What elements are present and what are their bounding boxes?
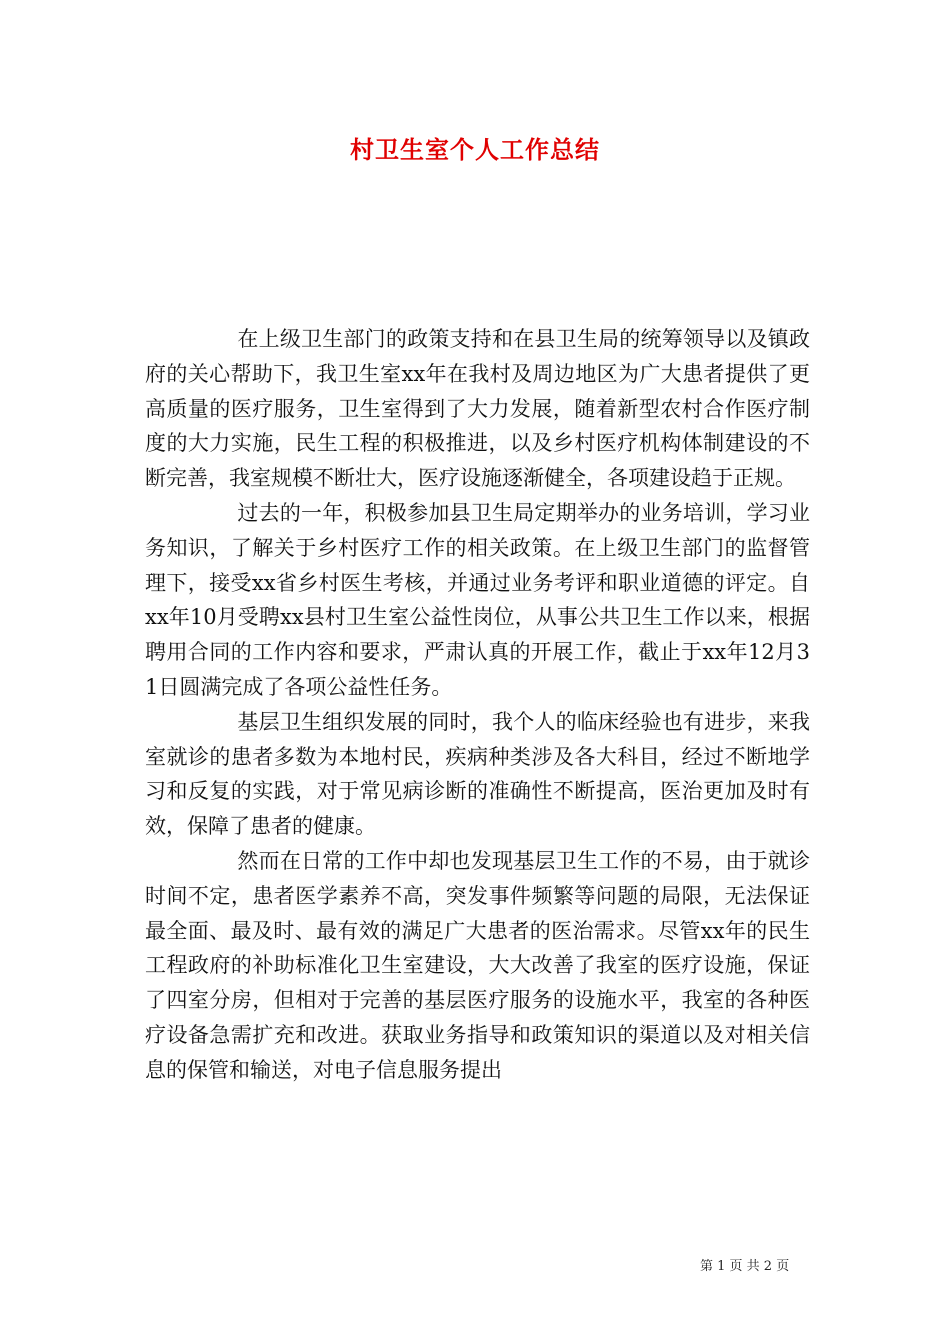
paragraph-3: 基层卫生组织发展的同时，我个人的临床经验也有进步，来我室就诊的患者多数为本地村民，疾病种类涉及各大科目，经过不断地学习和反复的实践，对于常见病诊断的准确性不断提高，医治更加及时有效，保障了患者的健康。: [145, 709, 810, 839]
document-title: 村卫生室个人工作总结: [350, 136, 600, 164]
paragraph-2: 过去的一年，积极参加县卫生局定期举办的业务培训，学习业务知识，了解关于乡村医疗工作的相关政策。在上级卫生部门的监督管理下，接受xx省乡村医生考核，并通过业务考评和职业道德的评定。自xx年10月受聘xx县村卫生室公益性岗位，从事公共卫生工作以来，根据聘用合同的工作内容和要求，严肃认真的开展工作，截止于xx年12月31日圆满完成了各项公益性任务。: [145, 500, 810, 699]
paragraph-4: 然而在日常的工作中却也发现基层卫生工作的不易，由于就诊时间不定，患者医学素养不高，突发事件频繁等问题的局限，无法保证最全面、最及时、最有效的满足广大患者的医治需求。尽管xx年的民生工程政府的补助标准化卫生室建设，大大改善了我室的医疗设施，保证了四室分房，但相对于完善的基层医疗服务的设施水平，我室的各种医疗设备急需扩充和改进。获取业务指导和政策知识的渠道以及对相关信息的保管和输送，对电子信息服务提出: [145, 848, 810, 1082]
paragraph-1: 在上级卫生部门的政策支持和在县卫生局的统筹领导以及镇政府的关心帮助下，我卫生室xx年在我村及周边地区为广大患者提供了更高质量的医疗服务，卫生室得到了大力发展，随着新型农村合作医疗制度的大力实施，民生工程的积极推进，以及乡村医疗机构体制建设的不断完善，我室规模不断壮大，医疗设施逐渐健全，各项建设趋于正规。: [145, 327, 810, 491]
page-number-footer: 第 1 页 共 2 页: [700, 1259, 790, 1274]
document-body: [145, 322, 810, 1088]
